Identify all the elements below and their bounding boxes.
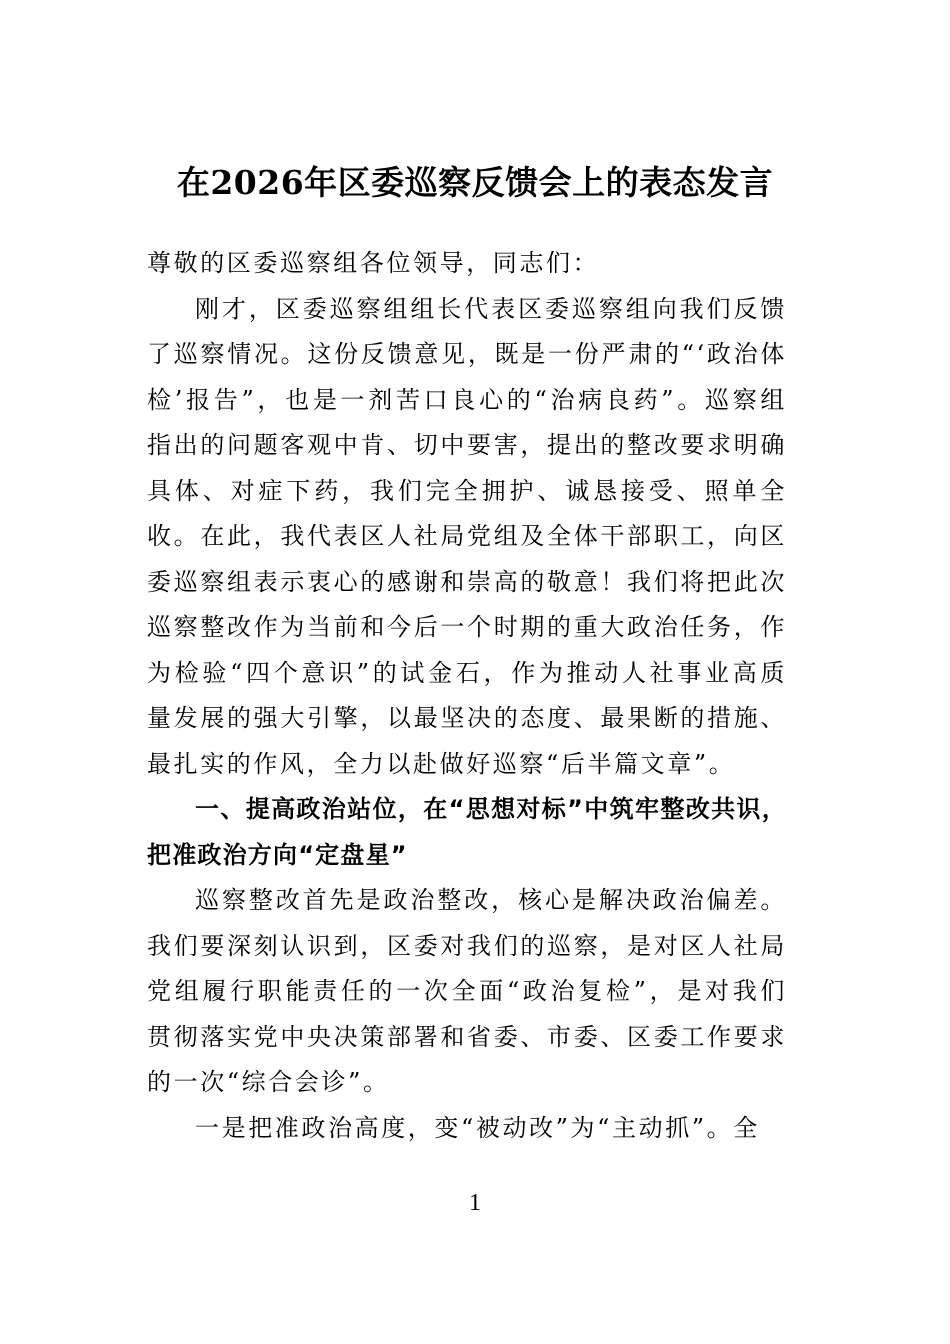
document-title: 在2026年区委巡察反馈会上的表态发言 bbox=[176, 163, 774, 202]
page-number: 1 bbox=[469, 1190, 481, 1216]
section-heading: 一、提高政治站位，在“思想对标”中筑牢整改共识，把准政治方向“定盘星” bbox=[147, 795, 787, 869]
document-body bbox=[147, 241, 787, 1151]
intro-paragraph: 刚才，区委巡察组组长代表区委巡察组向我们反馈了巡察情况。这份反馈意见，既是一份严肃的“‘政治体检’报告”，也是一剂苦口良心的“治病良药”。巡察组指出的问题客观中肯、切中要害，提出的整改要求明确具体、对症下药，我们完全拥护、诚恳接受、照单全收。在此，我代表区人社局党组及全体干部职工，向区委巡察组表示衷心的感谢和崇高的敬意！我们将把此次巡察整改作为当前和今后一个时期的重大政治任务，作为检验“四个意识”的试金石，作为推动人社事业高质量发展的强大引擎，以最坚决的态度、最果断的措施、最扎实的作风，全力以赴做好巡察“后半篇文章”。 bbox=[147, 294, 787, 778]
section-paragraph: 巡察整改首先是政治整改，核心是解决政治偏差。我们要深刻认识到，区委对我们的巡察，是对区人社局党组履行职能责任的一次全面“政治复检”，是对我们贯彻落实党中央决策部署和省委、市委、区委工作要求的一次“综合会诊”。 bbox=[147, 886, 787, 1096]
salutation: 尊敬的区委巡察组各位领导，同志们： bbox=[147, 249, 600, 277]
section-paragraph: 一是把准政治高度，变“被动改”为“主动抓”。全 bbox=[195, 1113, 760, 1142]
